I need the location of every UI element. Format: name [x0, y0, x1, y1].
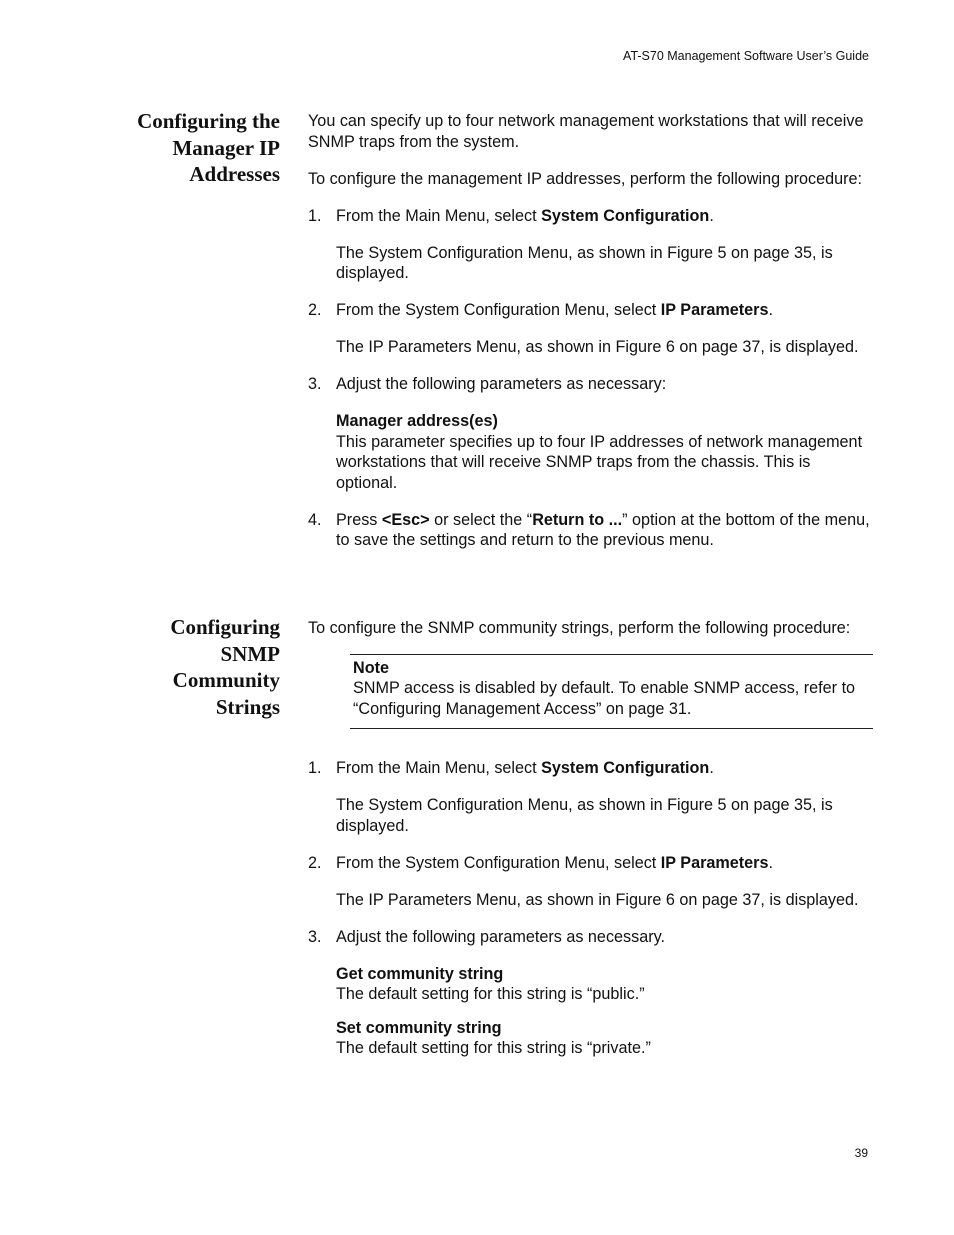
step-number: 3.: [308, 927, 322, 946]
step-text: From the Main Menu, select: [336, 759, 542, 777]
step-number: 2.: [308, 301, 322, 319]
step-number: 3.: [308, 375, 322, 393]
section-heading: [80, 108, 280, 188]
heading-line: Manager IP: [172, 135, 280, 160]
heading-line: Addresses: [189, 162, 280, 186]
parameter-description: The default setting for this string is “public.”: [336, 985, 645, 1003]
procedure-step: [308, 927, 873, 948]
section-body: [308, 618, 873, 1075]
step-text: or select the “: [429, 510, 533, 529]
step-text: .: [709, 206, 714, 225]
intro-paragraph: You can specify up to four network management workstations that will receive SNMP traps from the system.: [308, 112, 864, 151]
parameter-block: [308, 1018, 873, 1059]
note-box: [350, 654, 873, 730]
intro-paragraph: To configure the management IP addresses, perform the following procedure:: [308, 169, 862, 188]
step-text: Adjust the following parameters as necessary:: [336, 375, 667, 393]
step-text: .: [768, 301, 773, 319]
procedure-step: [308, 853, 873, 874]
heading-line: SNMP: [220, 641, 280, 666]
step-number: 2.: [308, 853, 322, 872]
section-body: [308, 111, 873, 567]
menu-option-name: IP Parameters: [660, 301, 769, 319]
parameter-block: [308, 964, 873, 1005]
step-result: The IP Parameters Menu, as shown in Figure 6 on page 37, is displayed.: [336, 890, 859, 909]
menu-option-name: System Configuration: [541, 759, 710, 777]
step-text: .: [768, 853, 773, 872]
step-result: The System Configuration Menu, as shown in Figure 5 on page 35, is displayed.: [336, 796, 833, 835]
parameter-description: The default setting for this string is “private.”: [336, 1039, 651, 1057]
note-label: Note: [353, 658, 389, 677]
step-number: 1.: [308, 759, 322, 777]
step-result: The IP Parameters Menu, as shown in Figure 6 on page 37, is displayed.: [336, 338, 859, 356]
procedure-step: [308, 510, 873, 551]
parameter-block: [308, 411, 873, 493]
heading-line: Strings: [215, 694, 280, 719]
parameter-description: This parameter specifies up to four IP addresses of network management workstations that will receive SNMP traps from the chassis. This is optional.: [336, 432, 863, 492]
step-result: The System Configuration Menu, as shown in Figure 5 on page 35, is displayed.: [336, 243, 833, 282]
step-text: From the System Configuration Menu, select: [336, 853, 661, 872]
procedure-step: [308, 374, 873, 395]
step-text: ” option at the bottom of the menu, to save the settings and return to the previous menu.: [336, 510, 870, 549]
step-text: Adjust the following parameters as necessary.: [336, 927, 666, 946]
heading-line: Configuring: [170, 615, 280, 639]
procedure-step: [308, 206, 873, 227]
step-text: From the Main Menu, select: [336, 206, 542, 225]
menu-option-name: IP Parameters: [660, 853, 769, 872]
note-text: SNMP access is disabled by default. To enable SNMP access, refer to “Configuring Management Access” on page 31.: [353, 679, 856, 718]
menu-option-name: Return to ...: [532, 510, 623, 529]
menu-option-name: System Configuration: [541, 206, 710, 225]
key-name: <Esc>: [381, 510, 430, 529]
section-heading: [80, 614, 280, 720]
running-header: AT-S70 Management Software User’s Guide: [623, 49, 869, 63]
step-text: Press: [336, 510, 382, 529]
heading-line: Community: [172, 668, 280, 692]
intro-paragraph: To configure the SNMP community strings, perform the following procedure:: [308, 619, 851, 637]
step-text: From the System Configuration Menu, select: [336, 301, 661, 319]
step-number: 4.: [308, 510, 322, 529]
parameter-title: Set community string: [336, 1018, 502, 1037]
heading-line: Configuring the: [137, 109, 280, 133]
parameter-title: Get community string: [336, 964, 504, 983]
step-number: 1.: [308, 206, 322, 225]
procedure-step: [308, 300, 873, 321]
step-text: .: [709, 759, 714, 777]
procedure-step: [308, 758, 873, 779]
page-number: 39: [854, 1146, 868, 1160]
parameter-title: Manager address(es): [336, 412, 498, 430]
